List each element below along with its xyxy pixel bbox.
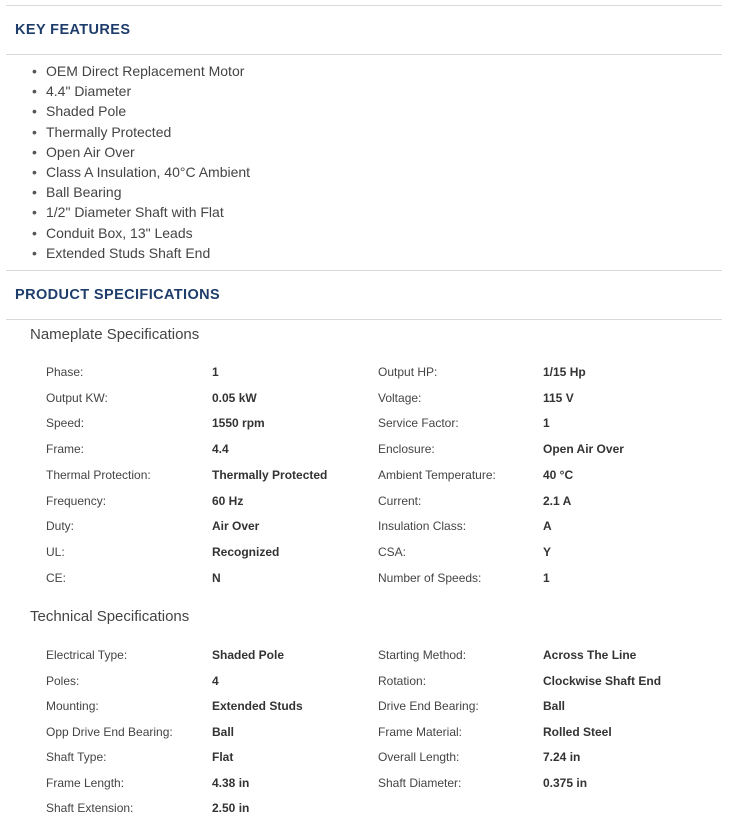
feature-item [32, 142, 250, 162]
specs-divider [6, 319, 722, 320]
spec-value: 115 V [543, 390, 574, 405]
spec-value: 2.1 A [543, 493, 572, 508]
spec-label: Drive End Bearing: [378, 699, 479, 713]
spec-label: Phase: [46, 365, 84, 379]
spec-label: Ambient Temperature: [378, 467, 496, 482]
spec-value: Shaded Pole [212, 648, 285, 662]
spec-row [0, 364, 735, 389]
spec-label: Poles: [46, 673, 80, 688]
spec-value: Clockwise Shaft End [543, 673, 662, 688]
bullet-icon: • [32, 163, 37, 180]
spec-value: 0.375 in [543, 775, 588, 790]
spec-value: 1/15 Hp [543, 365, 586, 379]
spec-label: Output HP: [378, 365, 438, 379]
spec-label: Output KW: [46, 390, 108, 405]
spec-value: 1 [543, 416, 550, 431]
key-features-divider [6, 54, 722, 55]
spec-row [0, 441, 735, 466]
feature-text: Open Air Over [46, 143, 135, 160]
feature-item [32, 122, 250, 142]
bullet-icon: • [32, 123, 37, 140]
feature-item [32, 223, 250, 243]
feature-text: Ball Bearing [46, 184, 122, 201]
spec-row [0, 390, 735, 415]
key-features-list [32, 61, 250, 263]
top-divider [6, 5, 722, 6]
spec-label: Thermal Protection: [46, 467, 151, 482]
bullet-icon: • [32, 204, 37, 221]
spec-label: Current: [378, 493, 422, 508]
bullet-icon: • [32, 224, 37, 241]
spec-value: N [212, 570, 221, 585]
spec-row [0, 544, 735, 569]
spec-row [0, 724, 735, 749]
nameplate-specifications-title: Nameplate Specifications [30, 326, 200, 343]
spec-label: Frame: [46, 442, 85, 457]
feature-text: 4.4" Diameter [46, 83, 132, 100]
feature-item [32, 182, 250, 202]
spec-value: Recognized [212, 544, 280, 559]
spec-row [0, 415, 735, 440]
spec-label: Starting Method: [378, 648, 467, 662]
spec-label: Voltage: [378, 390, 422, 405]
spec-value: A [543, 519, 552, 534]
spec-row [0, 518, 735, 543]
spec-row [0, 467, 735, 492]
feature-text: OEM Direct Replacement Motor [46, 63, 245, 79]
spec-value: 0.05 kW [212, 390, 257, 405]
feature-item [32, 81, 250, 101]
feature-item [32, 61, 250, 81]
spec-label: Shaft Diameter: [378, 775, 462, 790]
spec-label: Electrical Type: [46, 648, 128, 662]
specs-top-divider [6, 270, 722, 271]
spec-value: Extended Studs [212, 699, 303, 713]
spec-row [0, 800, 735, 825]
spec-label: Rotation: [378, 673, 427, 688]
spec-label: Opp Drive End Bearing: [46, 724, 173, 739]
spec-label: Service Factor: [378, 416, 459, 431]
bullet-icon: • [32, 63, 37, 79]
spec-value: Air Over [212, 519, 260, 534]
spec-value: Ball [543, 699, 566, 713]
spec-label: Insulation Class: [378, 519, 467, 534]
spec-label: Frame Material: [378, 724, 463, 739]
spec-value: Open Air Over [543, 442, 624, 457]
spec-value: Flat [212, 750, 234, 764]
bullet-icon: • [32, 244, 37, 261]
spec-value: Ball [212, 724, 235, 739]
spec-label: Number of Speeds: [378, 570, 482, 585]
spec-value: 4.38 in [212, 775, 250, 790]
spec-value: Y [543, 544, 552, 559]
spec-row [0, 673, 735, 698]
spec-row [0, 775, 735, 800]
spec-label: Mounting: [46, 699, 99, 713]
spec-value: 60 Hz [212, 493, 244, 508]
feature-item [32, 101, 250, 121]
spec-row [0, 493, 735, 518]
spec-value: 40 °C [543, 467, 574, 482]
bullet-icon: • [32, 184, 37, 201]
spec-value: 4.4 [212, 442, 229, 457]
spec-label: CE: [46, 570, 67, 585]
feature-text: 1/2" Diameter Shaft with Flat [46, 204, 224, 221]
spec-row [0, 749, 735, 774]
spec-row [0, 698, 735, 723]
spec-label: Frequency: [46, 493, 107, 508]
product-specifications-title: PRODUCT SPECIFICATIONS [15, 287, 221, 303]
spec-label: Speed: [46, 416, 85, 431]
spec-label: Frame Length: [46, 775, 125, 790]
bullet-icon: • [32, 103, 37, 120]
key-features-title: KEY FEATURES [15, 22, 131, 38]
spec-row [0, 647, 735, 672]
bullet-icon: • [32, 83, 37, 100]
spec-value: 2.50 in [212, 801, 250, 815]
feature-text: Extended Studs Shaft End [46, 244, 211, 261]
spec-label: CSA: [378, 544, 407, 559]
spec-value: 1 [543, 570, 550, 585]
spec-label: Overall Length: [378, 750, 460, 764]
feature-item [32, 202, 250, 222]
feature-text: Class A Insulation, 40°C Ambient [46, 163, 251, 180]
feature-text: Conduit Box, 13" Leads [46, 224, 193, 241]
spec-value: 1 [212, 365, 219, 379]
spec-label: Shaft Type: [46, 750, 107, 764]
spec-value: Thermally Protected [212, 467, 328, 482]
spec-label: UL: [46, 544, 65, 559]
spec-value: Rolled Steel [543, 724, 612, 739]
spec-label: Duty: [46, 519, 75, 534]
spec-value: 7.24 in [543, 750, 581, 764]
spec-value: 4 [212, 673, 219, 688]
bullet-icon: • [32, 143, 37, 160]
feature-item [32, 243, 250, 263]
feature-item [32, 162, 250, 182]
feature-text: Thermally Protected [46, 123, 172, 140]
spec-value: Across The Line [543, 648, 637, 662]
spec-row [0, 570, 735, 595]
technical-specifications-title: Technical Specifications [30, 608, 190, 625]
feature-text: Shaded Pole [46, 103, 127, 120]
spec-label: Enclosure: [378, 442, 435, 457]
spec-value: 1550 rpm [212, 416, 265, 431]
spec-label: Shaft Extension: [46, 801, 134, 815]
